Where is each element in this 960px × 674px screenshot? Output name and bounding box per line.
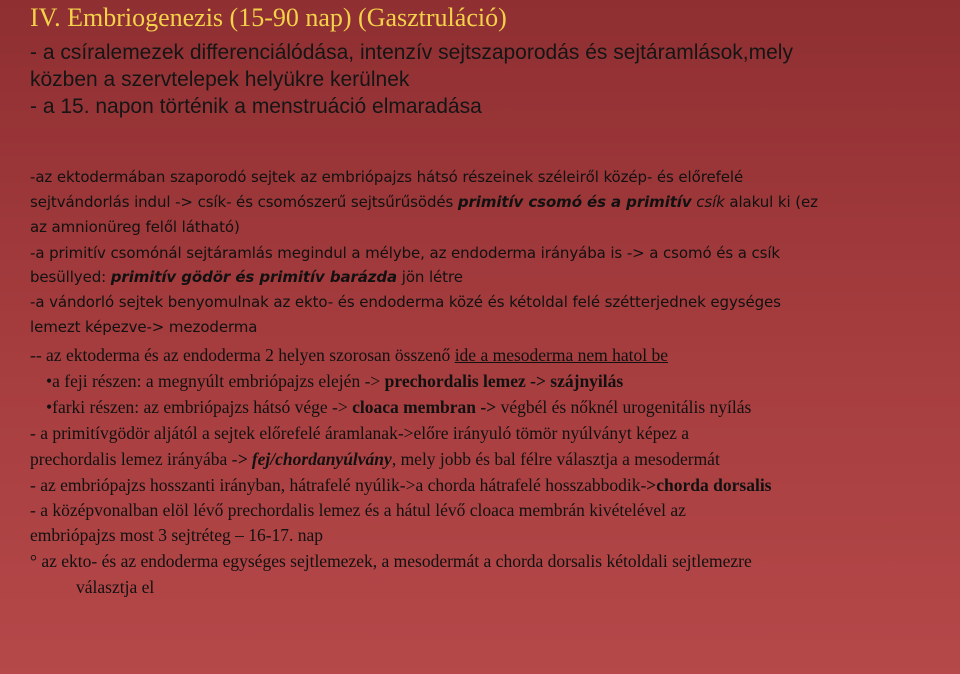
body-line-2: sejtvándorlás indul -> csík- és csomószerű sejtsűrűsödés primitív csomó és a primitív csík alakul ki (ez — [30, 193, 818, 211]
head-process-term: > fej/chordanyúlvány — [237, 449, 392, 469]
cloaca-membrane-term: cloaca membran -> — [352, 397, 497, 417]
body-line-17: választja el — [76, 577, 155, 597]
bullet-head-region: •a feji részen: a megnyúlt embriópajzs elején -> prechordalis lemez -> szájnyilás — [46, 371, 624, 391]
body-line-6: -a vándorló sejtek benyomulnak az ekto- és endoderma közé és kétoldal felé szétterjednek egységes — [30, 293, 781, 311]
body-line-8: -- az ektoderma és az endoderma 2 helyen szorosan összenő ide a mesoderma nem hatol be — [30, 345, 669, 365]
slide-title: IV. Embriogenezis (15-90 nap) (Gasztruláció) — [30, 3, 507, 32]
chorda-dorsalis-term: >chorda dorsalis — [646, 475, 772, 495]
primitive-node-streak-term: primitív csomó és a primitív — [457, 193, 692, 211]
intro-line-2: közben a szervtelepek helyükre kerülnek — [30, 68, 410, 91]
body-line-1: -az ektodermában szaporodó sejtek az embriópajzs hátsó részeinek széleiről közép- és előrefelé — [30, 168, 744, 186]
body-line-5: besüllyed: primitív gödör és primitív barázda jön létre — [30, 268, 463, 286]
primitive-pit-groove-term: primitív gödör és primitív barázda — [110, 268, 398, 286]
intro-line-3: - a 15. napon történik a menstruáció elmaradása — [30, 95, 482, 118]
body-line-14: - a középvonalban elöl lévő prechordalis lemez és a hátul lévő cloaca membrán kivételével az — [30, 500, 686, 520]
body-line-16: ° az ekto- és az endoderma egységes sejtlemezek, a mesodermát a chorda dorsalis kétoldali sejtlemezre — [30, 551, 752, 571]
intro-block — [30, 39, 940, 120]
body-line-4: -a primitív csomónál sejtáramlás megindul a mélybe, az endoderma irányába is -> a csomó és a csík — [30, 244, 781, 262]
body-line-11: - a primitívgödör aljától a sejtek előrefelé áramlanak->előre irányuló tömör nyúlványt képez a — [30, 423, 690, 443]
body-line-3: az amnionüreg felől látható) — [30, 218, 240, 236]
body-line-13: - az embriópajzs hosszanti irányban, hátrafelé nyúlik->a chorda hátrafelé hosszabbodik->chorda dorsalis — [30, 475, 772, 495]
bullet-tail-region: •farki részen: az embriópajzs hátsó vége -> cloaca membran -> végbél és nőknél urogenitális nyílás — [46, 397, 752, 417]
body-line-12: prechordalis lemez irányába -> fej/chordanyúlvány, mely jobb és bal félre választja a mesodermát — [30, 449, 720, 469]
intro-line-1: - a csíralemezek differenciálódása, intenzív sejtszaporodás és sejtáramlások,mely — [30, 41, 793, 64]
body-line-7: lemezt képezve-> mezoderma — [30, 318, 258, 336]
body-line-15: embriópajzs most 3 sejtréteg – 16-17. nap — [30, 525, 324, 545]
prechordal-plate-term: prechordalis lemez -> szájnyilás — [384, 371, 624, 391]
